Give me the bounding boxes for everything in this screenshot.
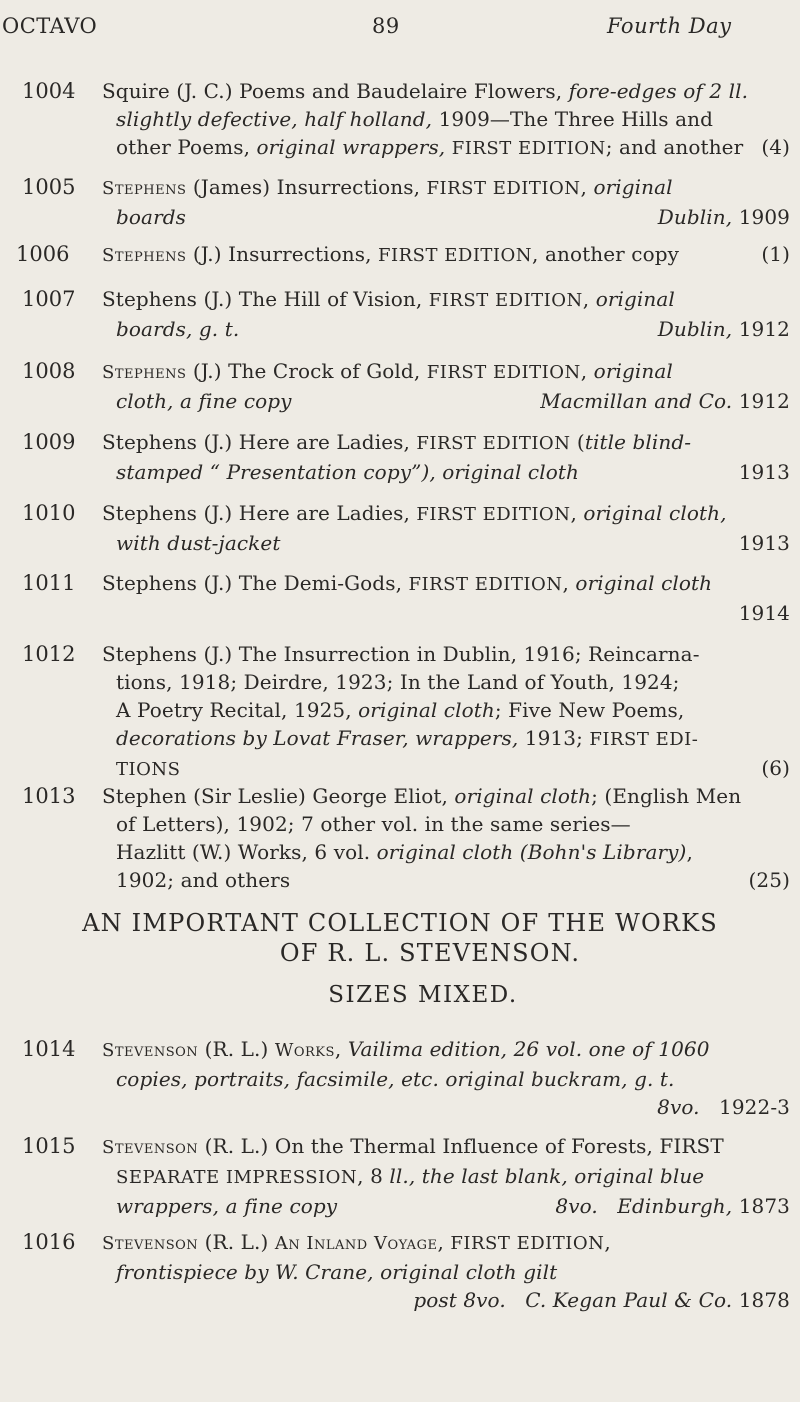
description-text: ( xyxy=(570,430,585,454)
description-text: (4) xyxy=(761,135,790,159)
description-text: , xyxy=(582,287,596,311)
lot-entry-1014 xyxy=(0,1035,790,1121)
description-text: Stephens (J.) The Hill of Vision, xyxy=(102,287,429,311)
description-text: frontispiece by W. Crane, original cloth gilt xyxy=(116,1260,558,1284)
description-text: (J.) The Crock of Gold, xyxy=(186,359,427,383)
lot-description xyxy=(102,782,790,894)
description-text: title blind- xyxy=(584,430,692,454)
lot-description xyxy=(102,77,790,163)
description-text: FIRST EDITION xyxy=(378,245,533,266)
description-text: 1909—The Three Hills and xyxy=(438,107,713,131)
lot-number: 1007 xyxy=(22,287,76,311)
lot-entry-1004 xyxy=(0,77,790,163)
section-title-continued: OF R. L. STEVENSON. xyxy=(279,939,581,967)
lot-entry-1013 xyxy=(0,782,790,894)
description-text: original cloth xyxy=(358,698,495,722)
description-text: Stephens (J.) Here are Ladies, xyxy=(102,501,417,525)
description-text: original xyxy=(593,175,673,199)
description-text: Stephens (J.) The Insurrection in Dublin, 1916; Reincarna- xyxy=(102,642,700,666)
description-text: SEPARATE IMPRESSION xyxy=(116,1167,358,1188)
description-text: 1913; xyxy=(524,726,590,750)
lot-number: 1014 xyxy=(22,1037,76,1061)
description-text: Edinburgh, xyxy=(617,1194,739,1218)
lot-number: 1012 xyxy=(22,642,76,666)
description-text: (25) xyxy=(748,868,790,892)
description-text: fore-edges of 2 ll. xyxy=(568,79,749,103)
lot-number: 1013 xyxy=(22,784,76,808)
description-line xyxy=(102,357,790,387)
lot-description xyxy=(102,1228,790,1312)
description-line xyxy=(102,782,790,810)
description-text: 1878 xyxy=(738,1288,790,1312)
description-text: An Inland Voyage xyxy=(274,1233,438,1254)
description-line xyxy=(102,569,790,599)
description-text: 1914 xyxy=(738,601,790,625)
description-line xyxy=(102,754,790,784)
description-line xyxy=(102,1132,790,1162)
description-line xyxy=(102,133,790,163)
description-line xyxy=(102,173,790,203)
description-text: 8vo. xyxy=(555,1194,598,1218)
description-text: TIONS xyxy=(116,759,181,780)
lot-description xyxy=(102,1035,790,1119)
description-text: ll., the last blank, original blue xyxy=(389,1164,705,1188)
description-segment xyxy=(555,1192,790,1220)
description-text: FIRST EDITION xyxy=(450,1233,605,1254)
description-line xyxy=(102,285,790,315)
description-line xyxy=(102,668,790,696)
description-line xyxy=(102,77,790,105)
lot-number: 1015 xyxy=(22,1134,76,1158)
description-text: post 8vo. xyxy=(413,1288,506,1312)
description-text: 1873 xyxy=(738,1194,790,1218)
description-text: FIRST EDITION xyxy=(426,178,581,199)
lot-description xyxy=(102,640,790,784)
description-text: (R. L.) On the Thermal Influence of Forests, FIRST xyxy=(198,1134,724,1158)
format-label: OCTAVO xyxy=(2,14,98,38)
description-text: tions, 1918; Deirdre, 1923; In the Land of Youth, 1924; xyxy=(116,670,680,694)
description-text: FIRST EDITION xyxy=(408,574,563,595)
description-line xyxy=(102,696,790,724)
section-heading xyxy=(0,908,800,1010)
description-text: Vailima edition, 26 vol. one of 1060 xyxy=(347,1037,710,1061)
description-text: 1922-3 xyxy=(719,1095,790,1119)
description-line xyxy=(102,1162,790,1192)
description-segment xyxy=(658,203,790,231)
lot-number: 1004 xyxy=(22,79,76,103)
description-text: 1913 xyxy=(738,531,790,555)
lot-number: 1016 xyxy=(22,1230,76,1254)
description-text: Hazlitt (W.) Works, 6 vol. xyxy=(116,840,377,864)
description-text: original cloth xyxy=(454,784,592,808)
description-text: (R. L.) xyxy=(198,1230,275,1254)
description-text: original cloth (Bohn's Library) xyxy=(376,840,687,864)
description-text: original xyxy=(593,359,673,383)
lot-entry-1005 xyxy=(0,173,790,231)
lot-description xyxy=(102,1132,790,1220)
description-text: 1912 xyxy=(738,389,790,413)
lot-entry-1007 xyxy=(0,285,790,343)
description-text: Stevenson xyxy=(102,1040,199,1061)
description-text: original cloth, xyxy=(583,501,727,525)
lot-number: 1006 xyxy=(16,242,70,266)
description-text: ; (English Men xyxy=(591,784,742,808)
description-line xyxy=(102,810,790,838)
description-text: C. Kegan Paul & Co. xyxy=(525,1288,739,1312)
description-text: Stephens (J.) The Demi-Gods, xyxy=(102,571,409,595)
lot-description xyxy=(102,285,790,343)
lot-description xyxy=(102,357,790,415)
description-text: 8vo. xyxy=(657,1095,700,1119)
description-text: A Poetry Recital, 1925, xyxy=(116,698,359,722)
description-segment xyxy=(540,387,790,415)
lot-description xyxy=(102,240,790,270)
lot-number: 1011 xyxy=(22,571,76,595)
description-text: cloth, a fine copy xyxy=(116,389,292,413)
description-segment xyxy=(657,1093,790,1121)
description-text: Stephens xyxy=(102,245,187,266)
description-text: (James) Insurrections, xyxy=(186,175,427,199)
page-header xyxy=(0,14,800,44)
description-segment xyxy=(413,1286,790,1314)
description-text: original cloth xyxy=(575,571,713,595)
lot-entry-1011 xyxy=(0,569,790,627)
description-line xyxy=(102,529,790,557)
lot-entry-1012 xyxy=(0,640,790,784)
lot-number: 1009 xyxy=(22,430,76,454)
description-text: , another copy xyxy=(532,242,680,266)
description-text: FIRST EDITION xyxy=(451,138,606,159)
description-text: Stevenson xyxy=(102,1233,199,1254)
description-line xyxy=(102,1258,790,1286)
description-text: other Poems, xyxy=(116,135,257,159)
description-line xyxy=(102,1192,790,1220)
description-text: (6) xyxy=(761,756,790,780)
description-text: FIRST EDITION xyxy=(416,433,571,454)
description-line xyxy=(102,724,790,754)
description-text: Dublin, xyxy=(657,317,739,341)
description-line xyxy=(102,1035,790,1065)
description-text: wrappers, a fine copy xyxy=(116,1194,338,1218)
lot-entry-1008 xyxy=(0,357,790,415)
description-text: of Letters), 1902; 7 other vol. in the same series— xyxy=(116,812,631,836)
description-text: Stephen (Sir Leslie) George Eliot, xyxy=(102,784,455,808)
description-text: , xyxy=(686,840,693,864)
description-text: , xyxy=(437,1230,451,1254)
description-line xyxy=(102,499,790,529)
description-text: FIRST EDITION xyxy=(416,504,571,525)
description-text: original xyxy=(595,287,675,311)
description-line xyxy=(102,387,790,415)
description-text: (R. L.) xyxy=(198,1037,275,1061)
sale-day-label: Fourth Day xyxy=(607,14,732,38)
lot-entry-1006 xyxy=(0,240,790,270)
description-text: 1902; and others xyxy=(116,868,291,892)
description-text: , xyxy=(604,1230,611,1254)
description-text: , xyxy=(580,175,594,199)
description-line xyxy=(102,315,790,343)
description-line xyxy=(102,240,790,270)
description-text: Dublin, xyxy=(657,205,739,229)
description-text: 1909 xyxy=(738,205,790,229)
description-text: Stevenson xyxy=(102,1137,199,1158)
description-line xyxy=(102,1065,790,1093)
description-line xyxy=(102,203,790,231)
description-line xyxy=(102,428,790,458)
description-text: , xyxy=(334,1037,348,1061)
description-text: 1912 xyxy=(738,317,790,341)
lot-entry-1016 xyxy=(0,1228,790,1314)
description-text: copies, portraits, facsimile, etc. original buckram, g. t. xyxy=(116,1067,675,1091)
description-text: ; and another xyxy=(605,135,744,159)
description-text: FIRST EDITION xyxy=(428,290,583,311)
description-line xyxy=(102,1228,790,1258)
description-text: Macmillan and Co. xyxy=(540,389,739,413)
description-line xyxy=(102,458,790,486)
description-text: Works xyxy=(274,1040,335,1061)
description-text: Stephens xyxy=(102,362,187,383)
lot-entry-1015 xyxy=(0,1132,790,1220)
description-text: FIRST EDITION xyxy=(426,362,581,383)
description-text: Squire (J. C.) Poems and Baudelaire Flowers, xyxy=(102,79,569,103)
section-subtitle: SIZES MIXED. xyxy=(328,982,518,1008)
description-text: stamped “ Presentation copy”), original cloth xyxy=(116,460,579,484)
description-line xyxy=(102,640,790,668)
lot-description xyxy=(102,428,790,486)
lot-number: 1005 xyxy=(22,175,76,199)
description-line xyxy=(102,838,790,866)
description-text: Stephens (J.) Here are Ladies, xyxy=(102,430,417,454)
description-text: , xyxy=(580,359,594,383)
description-text: FIRST EDI- xyxy=(589,729,699,750)
description-text: original wrappers, xyxy=(256,135,452,159)
section-title: AN IMPORTANT COLLECTION OF THE WORKS xyxy=(82,909,718,937)
description-line xyxy=(102,105,790,133)
description-text: with dust-jacket xyxy=(116,531,281,555)
lot-number: 1008 xyxy=(22,359,76,383)
description-text: , 8 xyxy=(357,1164,390,1188)
description-text: decorations by Lovat Fraser, wrappers, xyxy=(116,726,525,750)
page-number: 89 xyxy=(372,14,400,38)
lot-entry-1010 xyxy=(0,499,790,557)
description-line xyxy=(102,866,790,894)
description-text: , xyxy=(570,501,584,525)
description-text: boards xyxy=(116,205,186,229)
description-text: ; Five New Poems, xyxy=(494,698,685,722)
description-text: 1913 xyxy=(738,460,790,484)
description-segment xyxy=(658,315,790,343)
description-text: slightly defective, half holland, xyxy=(116,107,439,131)
description-text: (1) xyxy=(761,242,790,266)
description-text: Stephens xyxy=(102,178,187,199)
lot-description xyxy=(102,569,790,625)
lot-entry-1009 xyxy=(0,428,790,486)
description-text: (J.) Insurrections, xyxy=(186,242,379,266)
lot-description xyxy=(102,173,790,231)
description-text: , xyxy=(562,571,576,595)
description-text: boards, g. t. xyxy=(116,317,240,341)
lot-description xyxy=(102,499,790,557)
lot-number: 1010 xyxy=(22,501,76,525)
